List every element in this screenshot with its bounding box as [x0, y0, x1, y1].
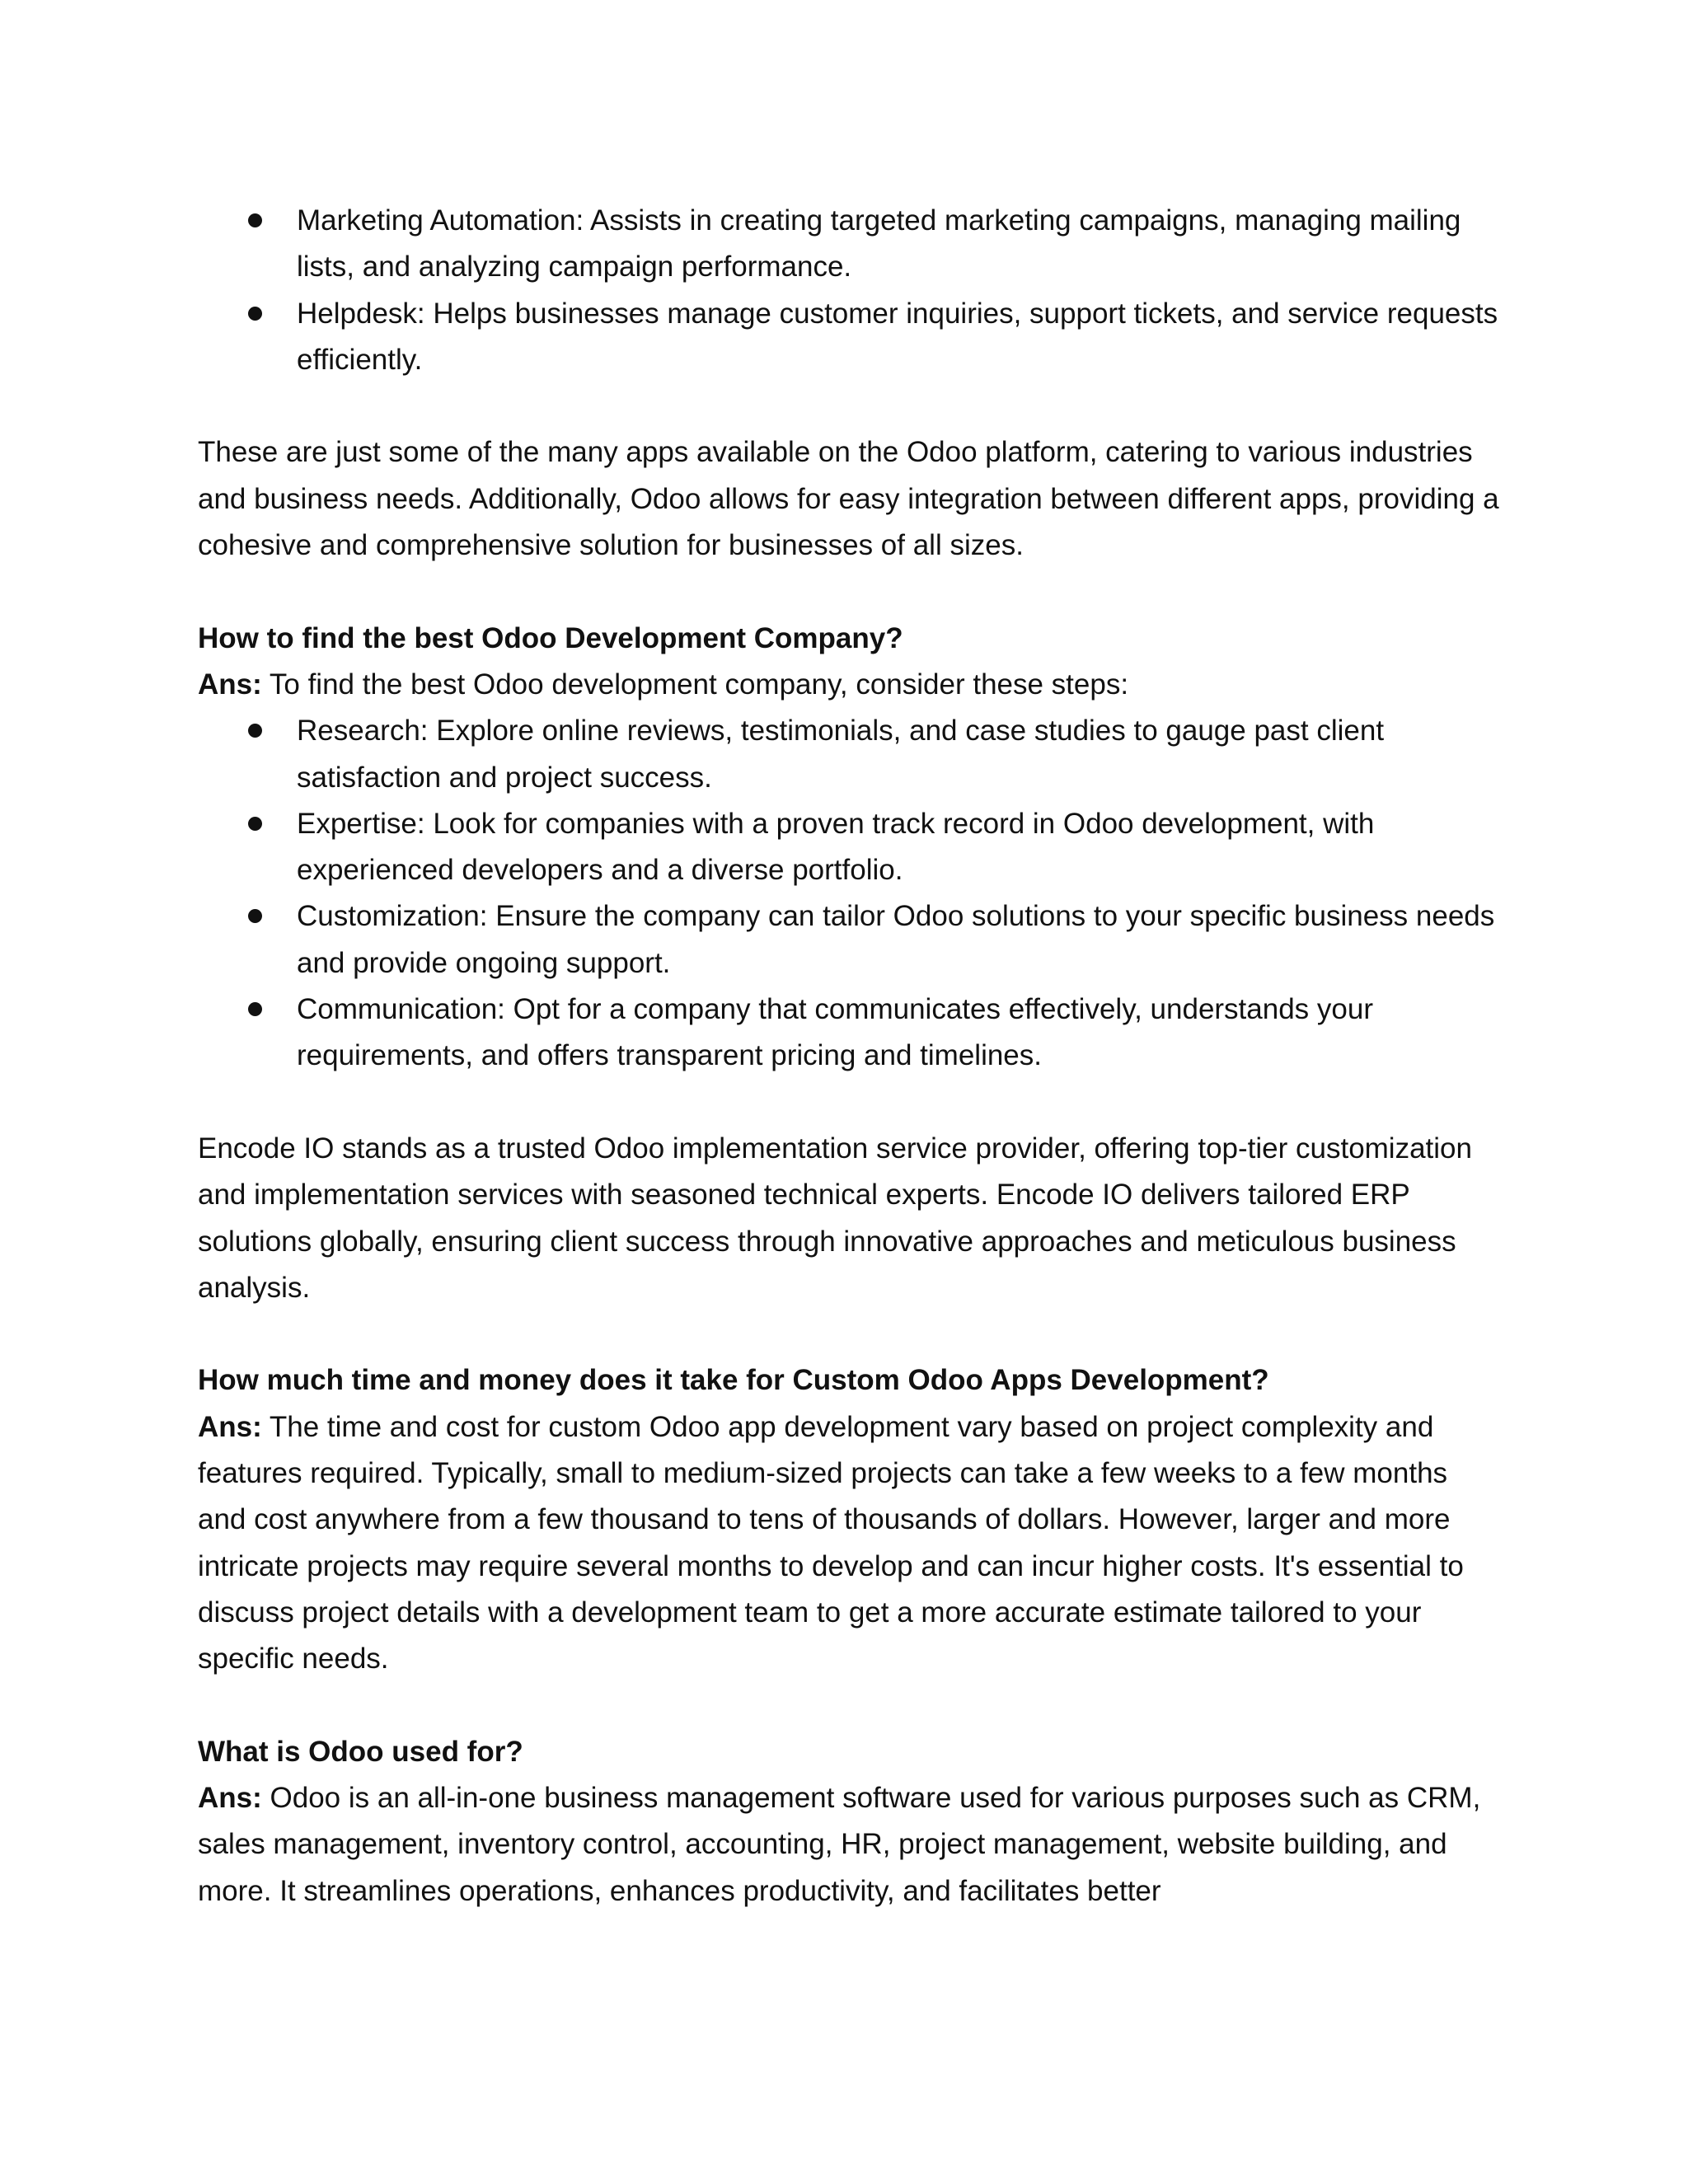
document-body	[198, 198, 1500, 1915]
faq-question-time-money: How much time and money does it take for Custom Odoo Apps Development?	[198, 1364, 1269, 1397]
spacer	[198, 383, 1500, 429]
spacer	[198, 1683, 1500, 1729]
list-item: Helpdesk: Helps businesses manage customer inquiries, support tickets, and service requests efficiently.	[297, 291, 1500, 384]
faq-question-odoo-use: What is Odoo used for?	[198, 1735, 523, 1768]
ans-label: Ans:	[198, 668, 262, 701]
faq-answer-best-company	[198, 662, 1500, 708]
answer-text: Odoo is an all-in-one business management software used for various purposes such as CRM, sales management, inventory control, accounting, HR, project management, website building, and more. It streamlines operations, enhances productivity, and facilitates better	[198, 1782, 1481, 1907]
list-item: Expertise: Look for companies with a proven track record in Odoo development, with experienced developers and a diverse portfolio.	[297, 801, 1500, 894]
answer-text: The time and cost for custom Odoo app development vary based on project complexity and features required. Typically, small to medium-sized projects can take a few weeks to a few months and cost anywhere from a few thousand to tens of thousands of dollars. However, larger and more intricate projects may require several months to develop and can incur higher costs. It's essential to discuss project details with a development team to get a more accurate estimate tailored to your specific needs.	[198, 1410, 1464, 1675]
ans-label: Ans:	[198, 1410, 262, 1443]
list-item: Research: Explore online reviews, testimonials, and case studies to gauge past client satisfaction and project success.	[297, 708, 1500, 801]
intro-paragraph: These are just some of the many apps available on the Odoo platform, catering to various industries and business needs. Additionally, Odoo allows for easy integration between different apps, providing a cohesive and comprehensive solution for businesses of all sizes.	[198, 436, 1499, 562]
list-item: Marketing Automation: Assists in creating targeted marketing campaigns, managing mailing lists, and analyzing campaign performance.	[297, 198, 1500, 291]
spacer	[198, 569, 1500, 615]
faq-answer-time-money	[198, 1404, 1500, 1683]
spacer	[198, 1080, 1500, 1126]
list-item: Communication: Opt for a company that communicates effectively, understands your requirements, and offers transparent pricing and timelines.	[297, 987, 1500, 1080]
encode-io-paragraph: Encode IO stands as a trusted Odoo implementation service provider, offering top-tier customization and implementation services with seasoned technical experts. Encode IO delivers tailored ERP solutions globally, ensuring client success through innovative approaches and meticulous business analysis.	[198, 1132, 1472, 1304]
steps-list	[198, 708, 1500, 1079]
faq-question-best-company: How to find the best Odoo Development Company?	[198, 621, 903, 654]
answer-text: To find the best Odoo development company, consider these steps:	[269, 668, 1129, 701]
spacer	[198, 1311, 1500, 1357]
list-item: Customization: Ensure the company can tailor Odoo solutions to your specific business needs and provide ongoing support.	[297, 893, 1500, 987]
ans-label: Ans:	[198, 1782, 262, 1815]
app-list	[198, 198, 1500, 383]
faq-answer-odoo-use	[198, 1775, 1500, 1915]
